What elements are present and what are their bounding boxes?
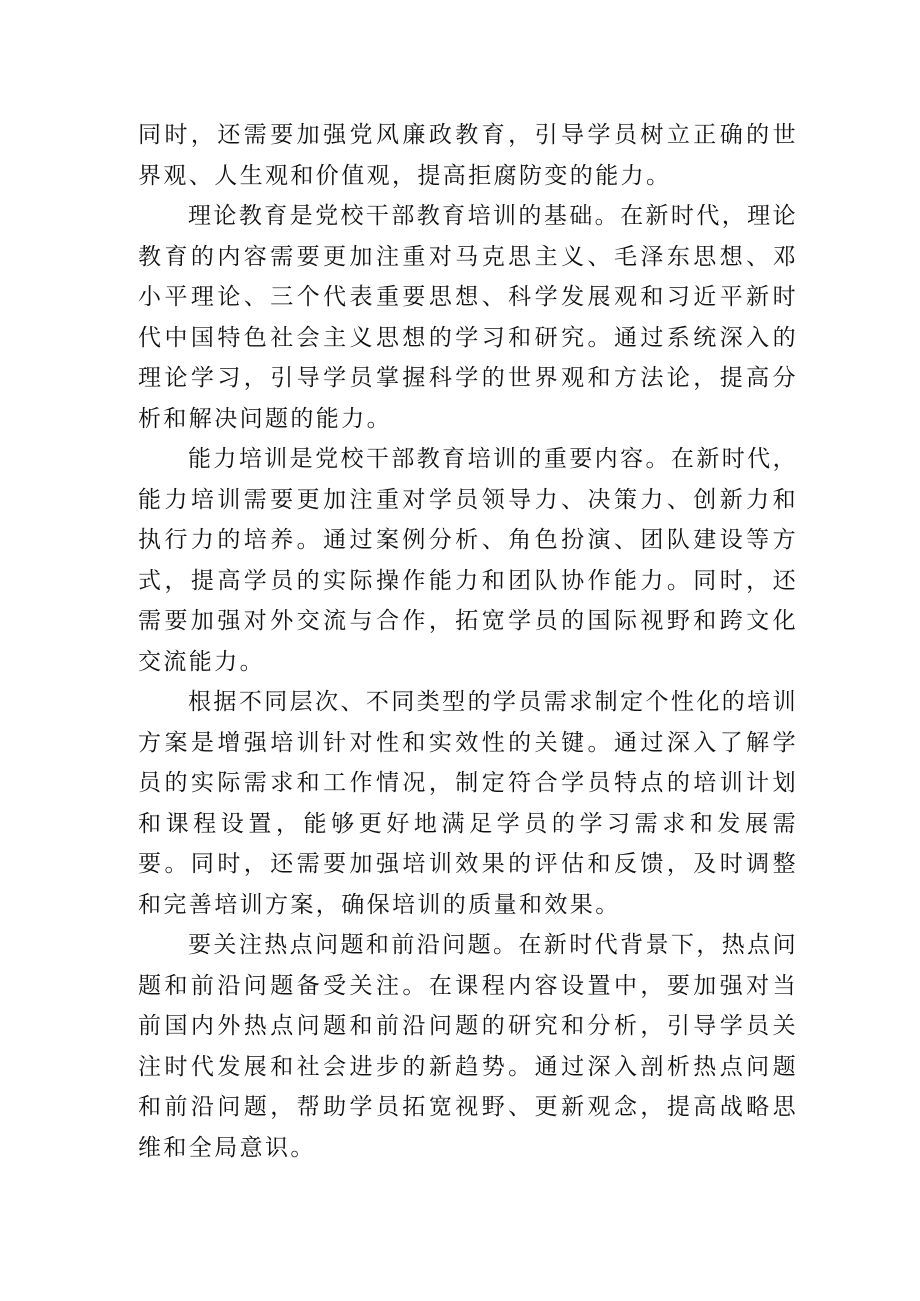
- paragraph-ability-training: 能力培训是党校干部教育培训的重要内容。在新时代，能力培训需要更加注重对学员领导力、决策力、创新力和执行力的培养。通过案例分析、角色扮演、团队建设等方式，提高学员的实际操作能力和团队协作能力。同时，还需要加强对外交流与合作，拓宽学员的国际视野和跨文化交流能力。: [138, 446, 798, 675]
- document-body: [138, 115, 798, 1168]
- paragraph-continuation: 同时，还需要加强党风廉政教育，引导学员树立正确的世界观、人生观和价值观，提高拒腐防变的能力。: [138, 122, 798, 189]
- paragraph-theory-education: 理论教育是党校干部教育培训的基础。在新时代，理论教育的内容需要更加注重对马克思主义、毛泽东思想、邓小平理论、三个代表重要思想、科学发展观和习近平新时代中国特色社会主义思想的学习和研究。通过系统深入的理论学习，引导学员掌握科学的世界观和方法论，提高分析和解决问题的能力。: [138, 203, 798, 432]
- paragraph-personalized-plan: 根据不同层次、不同类型的学员需求制定个性化的培训方案是增强培训针对性和实效性的关键。通过深入了解学员的实际需求和工作情况，制定符合学员特点的培训计划和课程设置，能够更好地满足学员的学习需求和发展需要。同时，还需要加强培训效果的评估和反馈，及时调整和完善培训方案，确保培训的质量和效果。: [138, 689, 798, 918]
- paragraph-hot-issues: 要关注热点问题和前沿问题。在新时代背景下，热点问题和前沿问题备受关注。在课程内容设置中，要加强对当前国内外热点问题和前沿问题的研究和分析，引导学员关注时代发展和社会进步的新趋势。通过深入剖析热点问题和前沿问题，帮助学员拓宽视野、更新观念，提高战略思维和全局意识。: [138, 932, 798, 1161]
